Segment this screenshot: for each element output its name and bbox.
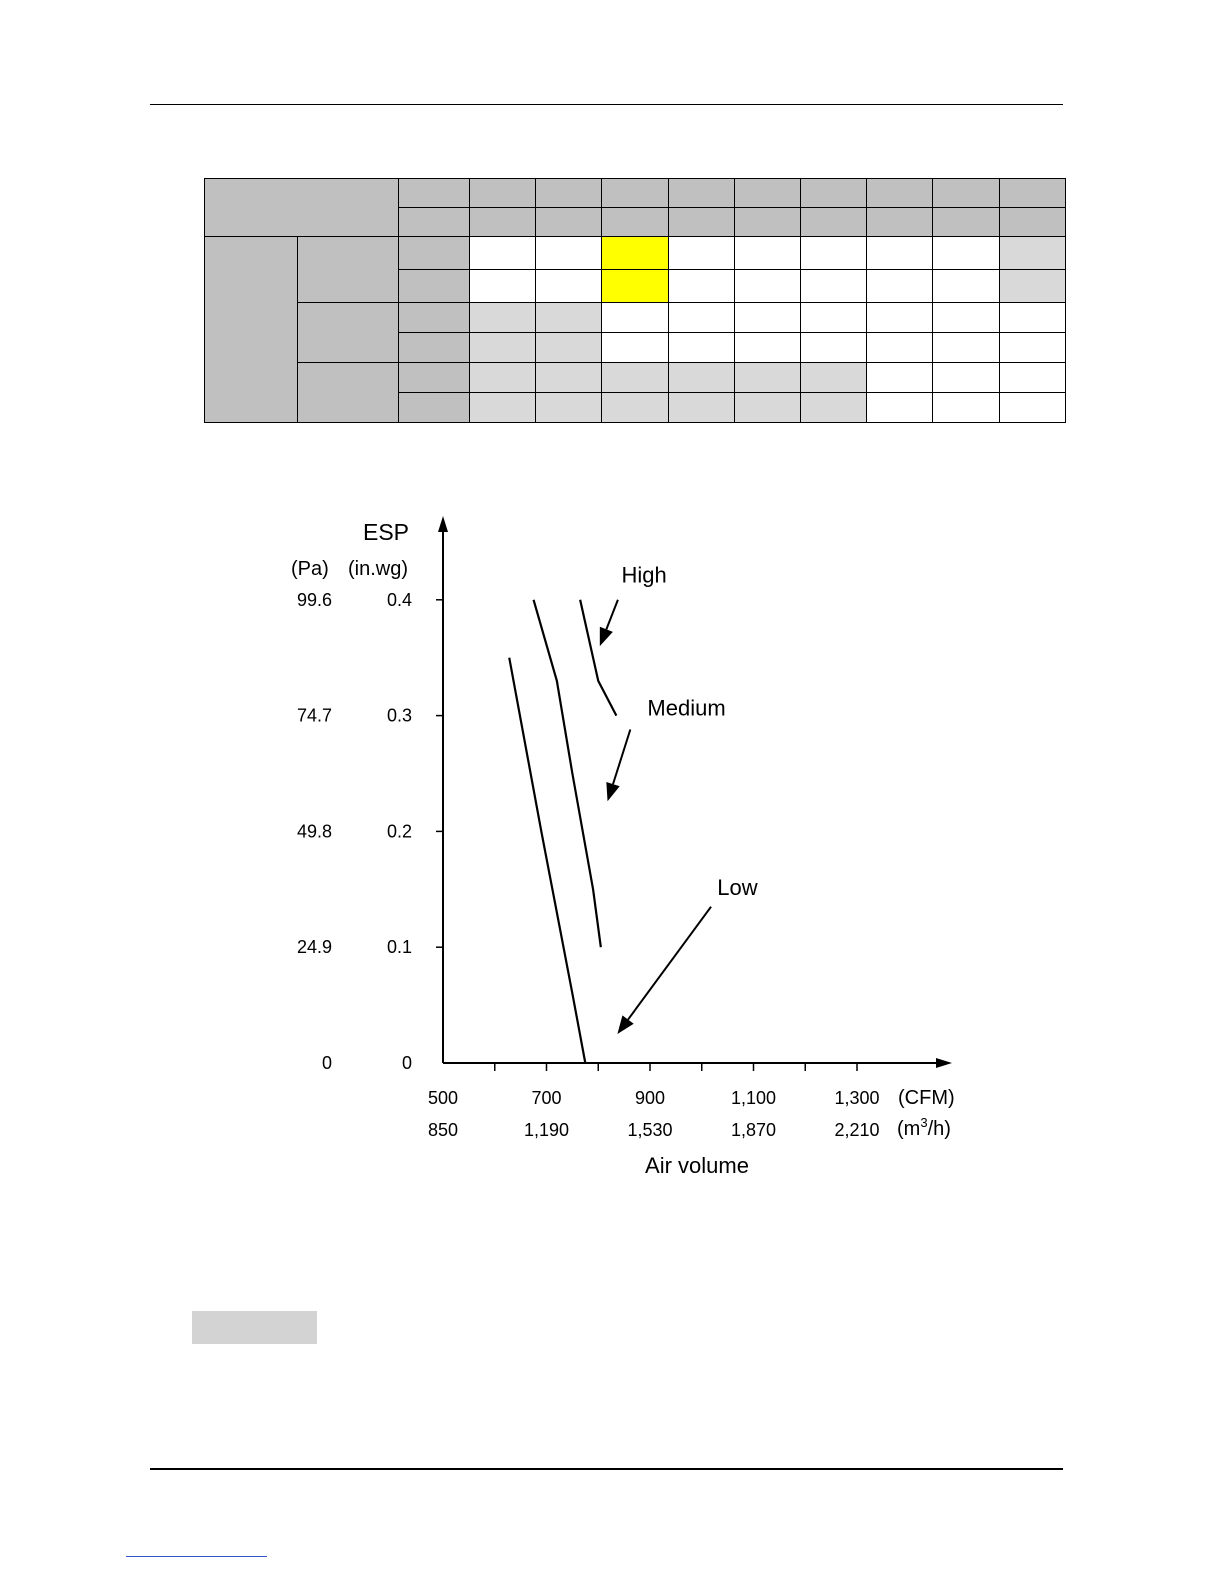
annotation-group bbox=[600, 562, 758, 1034]
table-header-cell bbox=[800, 179, 866, 208]
y-tick-label-pa: 24.9 bbox=[296, 937, 332, 958]
table-row bbox=[205, 237, 1066, 270]
table-cell bbox=[536, 237, 602, 270]
table-header-cell bbox=[469, 208, 535, 237]
y-tick-label-inwg: 0.3 bbox=[386, 705, 412, 726]
table-cell bbox=[469, 393, 535, 423]
table-row bbox=[205, 179, 1066, 208]
table-cell bbox=[933, 333, 999, 363]
table-row bbox=[205, 303, 1066, 333]
x-axis-line bbox=[443, 1058, 952, 1068]
table-cell bbox=[867, 393, 933, 423]
x-tick-label-cfm: 1,300 bbox=[834, 1088, 880, 1108]
table-cell bbox=[469, 270, 535, 303]
y-tick-label-inwg: 0.4 bbox=[386, 589, 412, 610]
x-tick-label-m3h: 1,190 bbox=[523, 1120, 570, 1140]
table-header-cell bbox=[734, 208, 800, 237]
annotation-arrowhead-high bbox=[600, 627, 613, 646]
annotation-arrow-high bbox=[606, 600, 618, 630]
table-cell bbox=[867, 333, 933, 363]
table-cell bbox=[536, 270, 602, 303]
table-header-cell bbox=[668, 179, 734, 208]
legend-swatch bbox=[192, 1311, 317, 1344]
table-header-cell bbox=[469, 179, 535, 208]
highlighted-cell bbox=[602, 270, 668, 303]
x-tick-label-cfm: 700 bbox=[531, 1088, 562, 1108]
header-rule bbox=[150, 104, 1063, 105]
table-cell bbox=[469, 303, 535, 333]
y-tick-label-pa: 74.7 bbox=[296, 705, 332, 726]
table-header-cell bbox=[398, 208, 469, 237]
y-tick-label-inwg: 0.2 bbox=[386, 821, 412, 842]
y-axis-line bbox=[438, 516, 448, 1063]
x-tick-label-cfm: 900 bbox=[634, 1088, 666, 1108]
table-header-cell bbox=[398, 237, 469, 270]
footer-rule bbox=[150, 1468, 1063, 1470]
table-cell bbox=[999, 393, 1065, 423]
table-cell bbox=[800, 333, 866, 363]
table-cell bbox=[469, 363, 535, 393]
table-header-cell bbox=[668, 208, 734, 237]
table-header-cell bbox=[933, 179, 999, 208]
highlighted-cell bbox=[602, 237, 668, 270]
table-header-cell bbox=[999, 208, 1065, 237]
table-header-cell bbox=[398, 363, 469, 393]
table-cell bbox=[999, 333, 1065, 363]
table-cell bbox=[933, 363, 999, 393]
table-cell bbox=[933, 270, 999, 303]
table-cell bbox=[602, 333, 668, 363]
table-cell bbox=[668, 393, 734, 423]
table-cell bbox=[668, 237, 734, 270]
table-cell bbox=[536, 363, 602, 393]
table-cell bbox=[668, 270, 734, 303]
annotation-arrowhead-medium bbox=[606, 782, 619, 801]
table-cell bbox=[999, 237, 1065, 270]
annotation-label-high: High bbox=[621, 562, 667, 588]
table-row-subgroup-header bbox=[298, 237, 398, 303]
table-cell bbox=[800, 237, 866, 270]
y-axis-unit-inwg: (in.wg) bbox=[348, 558, 409, 580]
table-cell bbox=[933, 237, 999, 270]
x-tick-label-cfm: 1,100 bbox=[730, 1088, 777, 1108]
table-header-cell bbox=[398, 393, 469, 423]
table-header-cell bbox=[602, 179, 668, 208]
table-corner-header bbox=[205, 179, 399, 237]
table-cell bbox=[602, 363, 668, 393]
x-tick-label-m3h: 1,870 bbox=[730, 1120, 777, 1140]
spec-table-body bbox=[205, 179, 1066, 423]
x-axis-unit-m3h: $(m^3/h)$ bbox=[897, 1115, 951, 1140]
table-cell bbox=[734, 270, 800, 303]
table-cell bbox=[933, 303, 999, 333]
table-header-cell bbox=[398, 303, 469, 333]
y-tick-label-inwg: 0 bbox=[401, 1053, 412, 1073]
y-tick-label-pa: 0 bbox=[321, 1053, 332, 1073]
table-row bbox=[205, 363, 1066, 393]
x-tick-label-m3h: 1,530 bbox=[627, 1120, 673, 1140]
series-group bbox=[509, 600, 616, 1063]
table-cell bbox=[469, 237, 535, 270]
table-cell bbox=[999, 363, 1065, 393]
table-cell bbox=[668, 303, 734, 333]
table-header-cell bbox=[602, 208, 668, 237]
table-header-cell bbox=[536, 208, 602, 237]
table-cell bbox=[800, 303, 866, 333]
table-cell bbox=[800, 363, 866, 393]
table-header-cell bbox=[867, 179, 933, 208]
table-cell bbox=[668, 333, 734, 363]
y-axis-title: ESP bbox=[363, 519, 410, 545]
y-tick-label-pa: 99.6 bbox=[296, 589, 332, 610]
annotation-arrowhead-low bbox=[617, 1015, 633, 1034]
esp-air-volume-chart bbox=[260, 500, 980, 1190]
table-cell bbox=[602, 393, 668, 423]
table-cell bbox=[536, 393, 602, 423]
table-cell bbox=[999, 303, 1065, 333]
table-cell bbox=[867, 237, 933, 270]
table-row-group-header bbox=[205, 237, 298, 423]
x-tick-group bbox=[428, 1063, 880, 1140]
table-cell bbox=[800, 393, 866, 423]
series-line-low bbox=[509, 658, 585, 1063]
footer-link-underline[interactable] bbox=[126, 1556, 267, 1557]
annotation-arrow-medium bbox=[613, 729, 630, 784]
table-header-cell bbox=[800, 208, 866, 237]
table-cell bbox=[469, 333, 535, 363]
table-header-cell bbox=[734, 179, 800, 208]
table-cell bbox=[734, 237, 800, 270]
table-cell bbox=[999, 270, 1065, 303]
x-tick-label-m3h: 2,210 bbox=[834, 1120, 880, 1140]
table-cell bbox=[867, 270, 933, 303]
y-tick-label-inwg: 0.1 bbox=[386, 937, 412, 958]
table-header-cell bbox=[398, 270, 469, 303]
table-cell bbox=[734, 363, 800, 393]
table-cell bbox=[602, 303, 668, 333]
x-axis-title: Air volume bbox=[645, 1153, 749, 1178]
x-tick-label-m3h: 850 bbox=[427, 1120, 459, 1140]
table-cell bbox=[734, 393, 800, 423]
table-header-cell bbox=[398, 333, 469, 363]
table-header-cell bbox=[536, 179, 602, 208]
table-header-cell bbox=[867, 208, 933, 237]
table-cell bbox=[800, 270, 866, 303]
y-tick-group bbox=[297, 590, 443, 1073]
table-header-cell bbox=[933, 208, 999, 237]
annotation-label-medium: Medium bbox=[647, 695, 726, 721]
table-row-subgroup-header bbox=[298, 303, 398, 363]
x-tick-label-cfm: 500 bbox=[427, 1088, 459, 1108]
table-cell bbox=[867, 363, 933, 393]
spec-table bbox=[204, 178, 1066, 423]
table-cell bbox=[734, 303, 800, 333]
y-axis-unit-pa: (Pa) bbox=[291, 558, 329, 580]
table-cell bbox=[933, 393, 999, 423]
table-cell bbox=[734, 333, 800, 363]
y-tick-label-pa: 49.8 bbox=[296, 821, 332, 842]
annotation-label-low: Low bbox=[717, 875, 758, 901]
table-header-cell bbox=[999, 179, 1065, 208]
table-row-subgroup-header bbox=[298, 363, 398, 423]
table-cell bbox=[536, 333, 602, 363]
table-cell bbox=[536, 303, 602, 333]
table-cell bbox=[668, 363, 734, 393]
table-cell bbox=[867, 303, 933, 333]
annotation-arrow-low bbox=[628, 907, 711, 1020]
table-header-cell bbox=[398, 179, 469, 208]
x-axis-unit-cfm: (CFM) bbox=[898, 1087, 955, 1109]
